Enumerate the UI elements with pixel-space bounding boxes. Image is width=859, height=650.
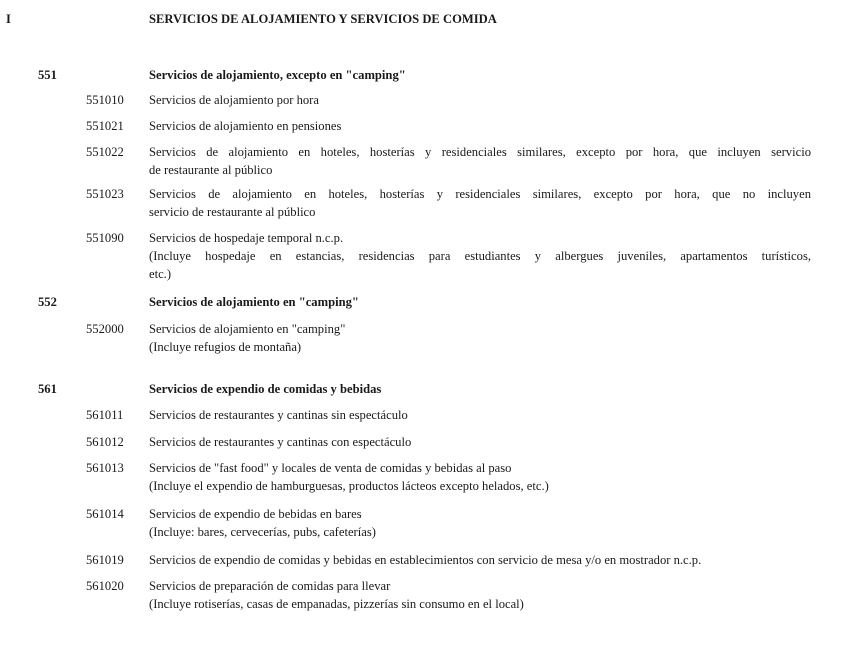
item-line: (Incluye: bares, cervecerías, pubs, cafeterías) (149, 525, 376, 539)
item-line: Servicios de alojamiento en hoteles, hosterías y residenciales similares, excepto por hora, que no incluyen (149, 187, 811, 201)
item-description (149, 320, 811, 356)
item-code: 551021 (86, 119, 124, 133)
item-code: 551023 (86, 187, 124, 201)
item-code: 561019 (86, 553, 124, 567)
item-line: Servicios de expendio de bebidas en bares (149, 507, 362, 521)
item-description (149, 459, 811, 495)
item-line: Servicios de alojamiento por hora (149, 93, 319, 107)
group-code: 561 (38, 382, 57, 396)
item-description (149, 551, 811, 569)
item-code: 561014 (86, 507, 124, 521)
item-description (149, 433, 811, 451)
item-code: 551010 (86, 93, 124, 107)
item-line: Servicios de restaurantes y cantinas con espectáculo (149, 435, 412, 449)
item-line: Servicios de alojamiento en pensiones (149, 119, 342, 133)
item-code: 552000 (86, 322, 124, 336)
group-code: 552 (38, 295, 57, 309)
item-line: Servicios de preparación de comidas para llevar (149, 579, 391, 593)
item-line: Servicios de expendio de comidas y bebidas en establecimientos con servicio de mesa y/o en mostrador n.c.p. (149, 553, 702, 567)
item-line: Servicios de "fast food" y locales de venta de comidas y bebidas al paso (149, 461, 512, 475)
item-code: 561011 (86, 408, 124, 422)
item-code: 561020 (86, 579, 124, 593)
section-title: SERVICIOS DE ALOJAMIENTO Y SERVICIOS DE COMIDA (149, 12, 497, 26)
item-code: 551022 (86, 145, 124, 159)
item-description (149, 229, 811, 283)
item-line: etc.) (149, 267, 172, 281)
group-title: Servicios de alojamiento, excepto en "camping" (149, 68, 406, 82)
item-line: Servicios de restaurantes y cantinas sin espectáculo (149, 408, 408, 422)
item-description (149, 117, 811, 135)
item-code: 561012 (86, 435, 124, 449)
group-code: 551 (38, 68, 57, 82)
item-description (149, 143, 811, 179)
item-line: (Incluye el expendio de hamburguesas, productos lácteos excepto helados, etc.) (149, 479, 549, 493)
group-title: Servicios de alojamiento en "camping" (149, 295, 359, 309)
item-line: servicio de restaurante al público (149, 205, 316, 219)
item-description (149, 91, 811, 109)
item-line: Servicios de alojamiento en hoteles, hosterías y residenciales similares, excepto por hora, que incluyen servicio (149, 145, 811, 159)
item-description (149, 185, 811, 221)
item-line: (Incluye refugios de montaña) (149, 340, 302, 354)
section-letter: I (6, 12, 11, 26)
item-description (149, 505, 811, 541)
item-code: 551090 (86, 231, 124, 245)
group-title: Servicios de expendio de comidas y bebidas (149, 382, 382, 396)
item-line: Servicios de hospedaje temporal n.c.p. (149, 231, 344, 245)
item-line: (Incluye rotiserías, casas de empanadas, pizzerías sin consumo en el local) (149, 597, 524, 611)
item-description (149, 406, 811, 424)
item-code: 561013 (86, 461, 124, 475)
item-line: de restaurante al público (149, 163, 273, 177)
item-line: Servicios de alojamiento en "camping" (149, 322, 346, 336)
item-line: (Incluye hospedaje en estancias, residencias para estudiantes y albergues juveniles, apartamentos turísticos, (149, 249, 811, 263)
item-description (149, 577, 811, 613)
